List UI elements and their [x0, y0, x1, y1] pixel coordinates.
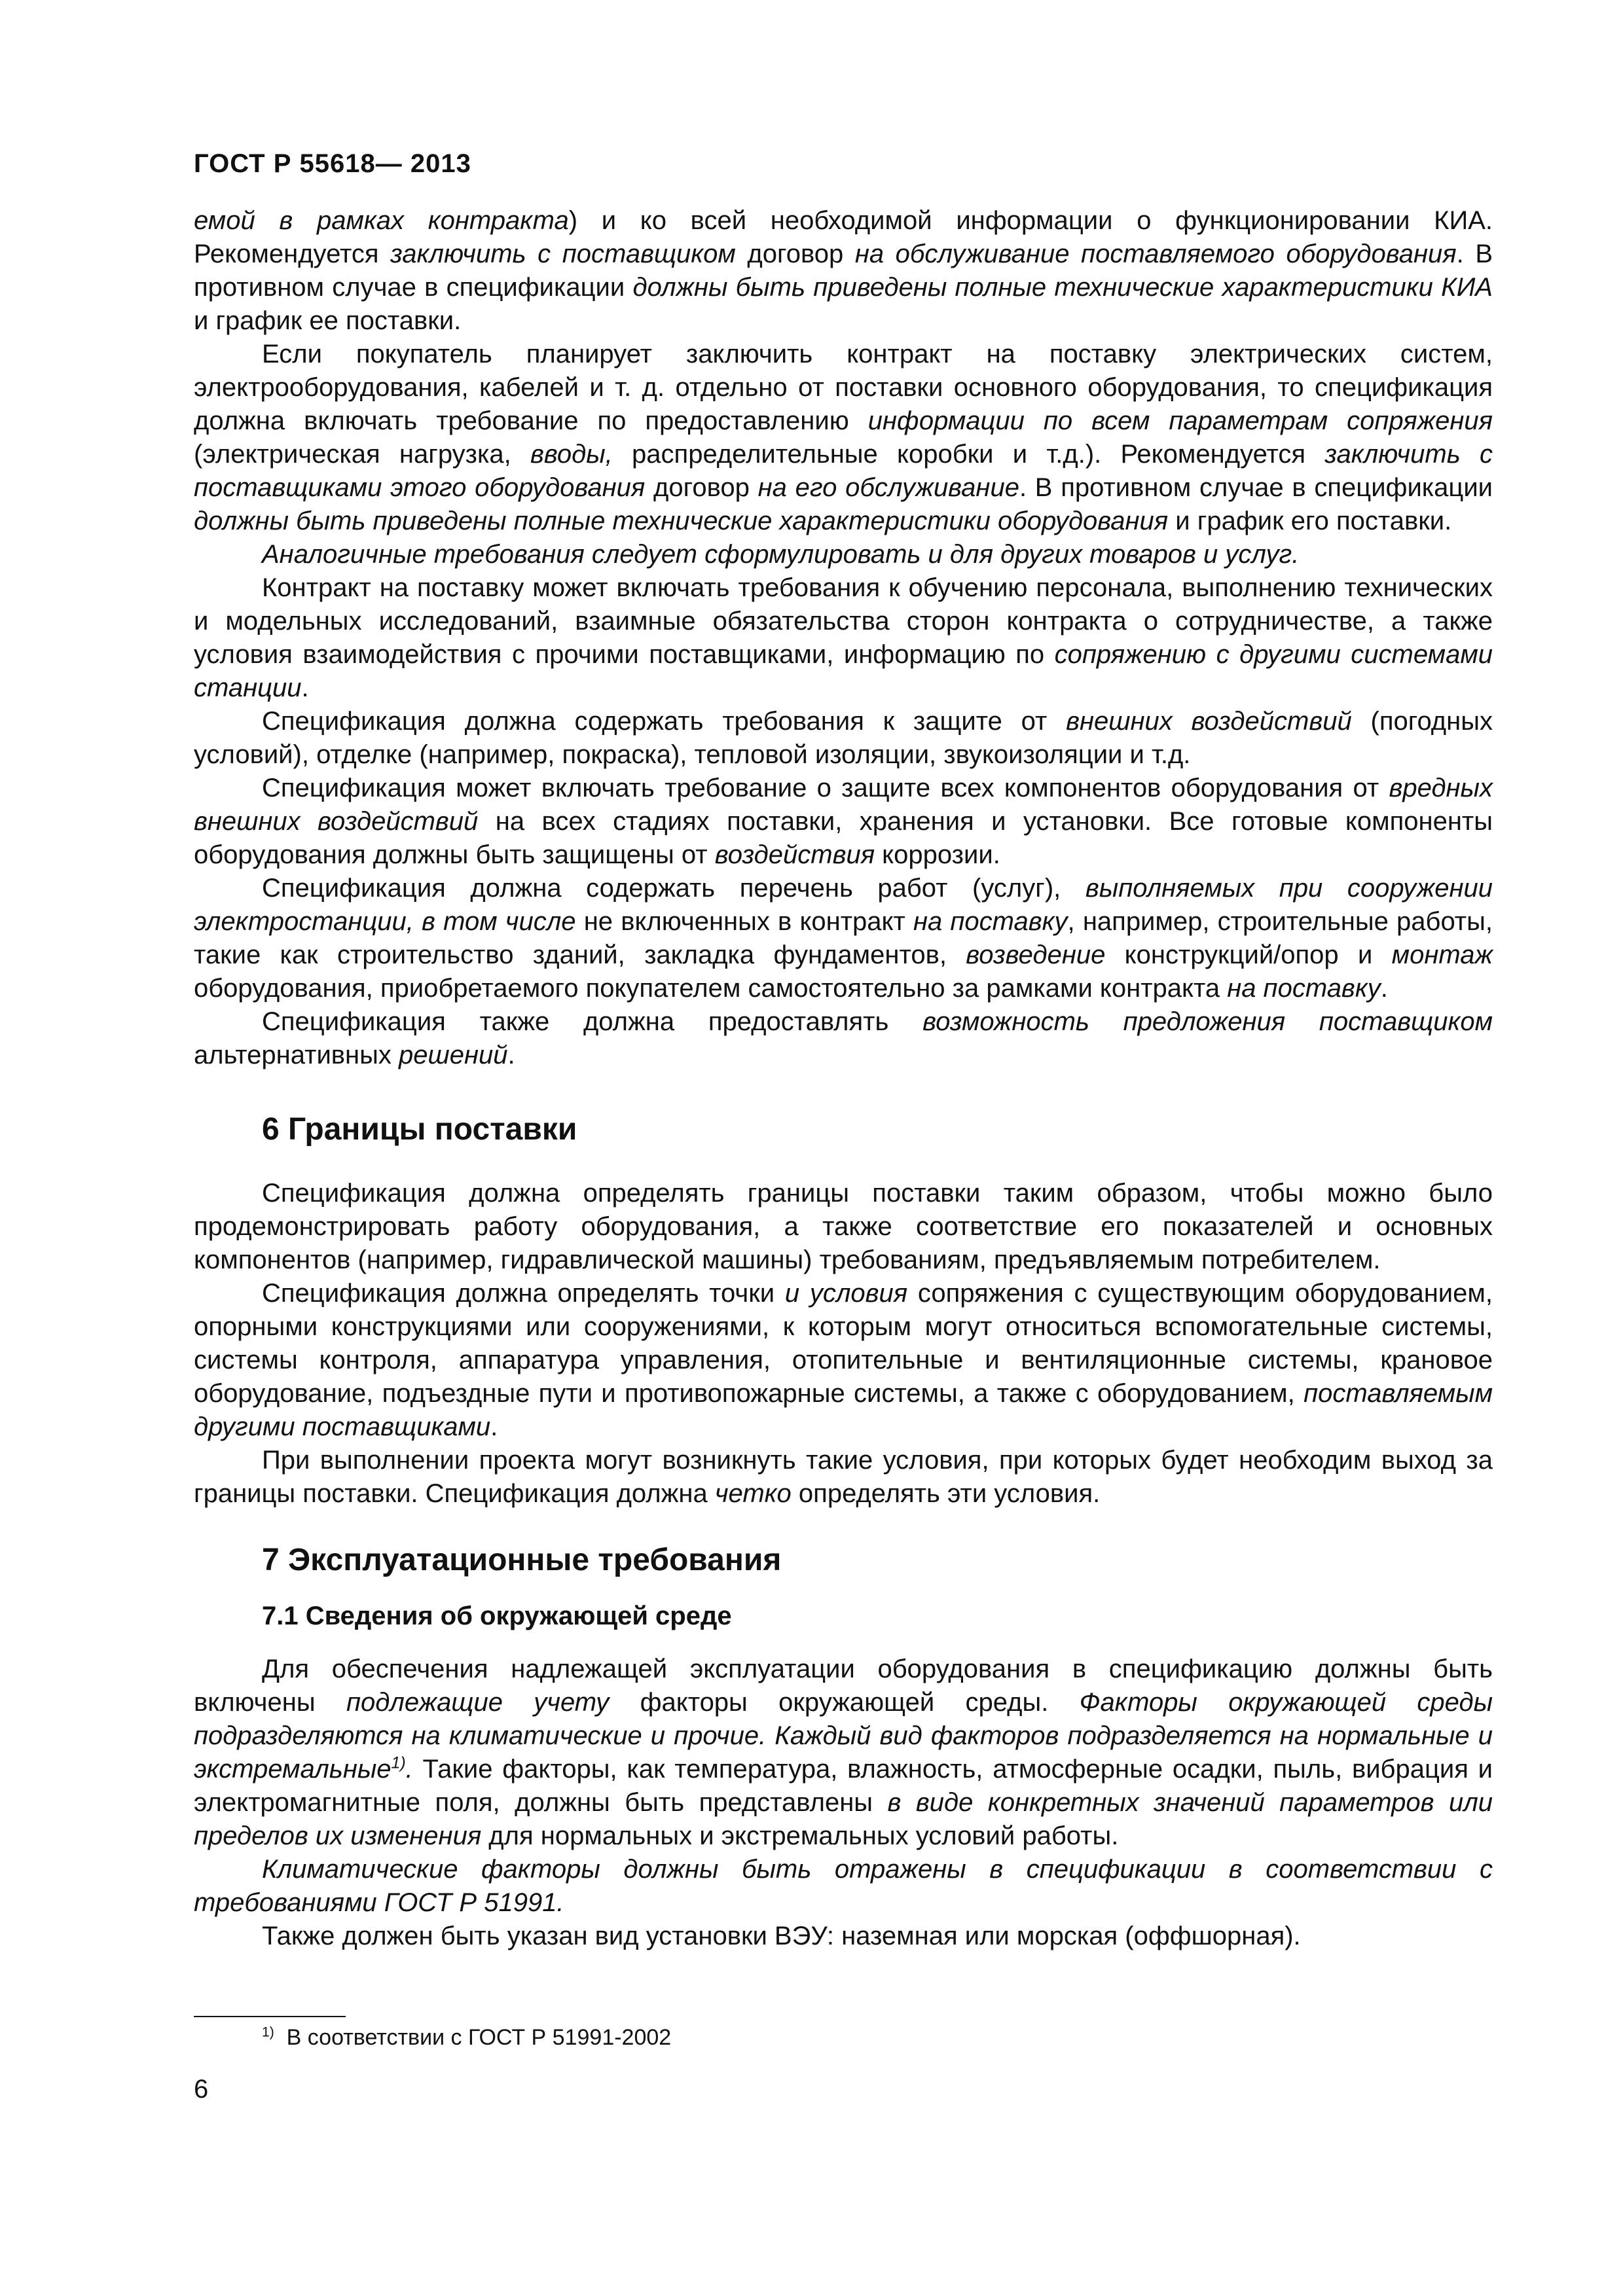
- standard-header: ГОСТ Р 55618— 2013: [194, 149, 471, 178]
- emphasis-text: внешних воздействий: [1066, 707, 1352, 736]
- emphasis-text: поставляемым другими поставщиками: [194, 1379, 1493, 1441]
- emphasis-text: вводы,: [530, 440, 613, 469]
- emphasis-text: воздействия: [714, 840, 875, 869]
- footnote: [262, 2023, 671, 2052]
- paragraph-text: сопряжения с существующим оборудованием, опорными конструкциями или сооружениями, к которым могут относиться вспомогательные системы, системы контроля, аппаратура управления, отопительные и вентиляционные системы, крановое оборудование, подъездные пути и противопожарные системы, а также с оборудованием,: [194, 1279, 1493, 1408]
- paragraph: [194, 772, 1493, 872]
- emphasis-text: заключить с поставщиком: [390, 240, 736, 268]
- paragraph-text: Если покупатель планирует заключить контракт на поставку электрических систем, электрооборудования, кабелей и т. д. отдельно от поставки основного оборудования, то спецификация должна включать требование по предоставлению: [194, 340, 1493, 435]
- emphasis-text: на поставку: [913, 907, 1068, 936]
- paragraph-text: Такие факторы, как температура, влажность, атмосферные осадки, пыль, вибрация и электромагнитные поля, должны быть представлены: [194, 1755, 1493, 1817]
- paragraph-text: конструкций/опор и: [1105, 941, 1392, 969]
- emphasis-text: возможность предложения поставщиком: [922, 1007, 1493, 1036]
- emphasis-text: монтаж: [1391, 941, 1493, 969]
- footnote-divider: [194, 2016, 346, 2017]
- paragraph-text: ) и ко всей необходимой информации о функционировании КИА. Рекомендуется: [194, 206, 1493, 268]
- paragraph-text: .: [507, 1041, 515, 1069]
- paragraph: [194, 1853, 1493, 1920]
- emphasis-text: на его обслуживание: [757, 473, 1019, 502]
- paragraph-text: .: [1380, 974, 1388, 1003]
- emphasis-text: на обслуживание поставляемого оборудования: [854, 240, 1457, 268]
- paragraph: [194, 705, 1493, 772]
- footnote-mark: 1): [262, 2024, 274, 2040]
- paragraph-text: не включенных в контракт: [575, 907, 913, 936]
- paragraph-text: договор: [645, 473, 758, 502]
- paragraph-text: .: [490, 1412, 498, 1441]
- emphasis-text: в виде конкретных значений параметров или пределов их изменения: [194, 1788, 1493, 1850]
- emphasis-text: подлежащие учету: [346, 1688, 610, 1717]
- paragraph-text: факторы окружающей среды.: [609, 1688, 1080, 1717]
- emphasis-text: сопряжению с другими системами станции: [194, 640, 1493, 702]
- emphasis-text: должны быть приведены полные технические характеристики КИА: [632, 273, 1493, 302]
- paragraph-text: и график ее поставки.: [194, 306, 462, 335]
- emphasis-text: емой в рамках контракта: [194, 206, 569, 235]
- paragraph-text: Спецификация также должна предоставлять: [262, 1007, 923, 1036]
- section-heading: 7 Эксплуатационные требования: [262, 1543, 782, 1577]
- emphasis-text: выполняемых при сооружении электростанции, в том числе: [194, 874, 1493, 936]
- paragraph-text: , например, строительные работы, такие как строительство зданий, закладка фундаментов,: [194, 907, 1493, 969]
- paragraph-text: (электрическая нагрузка,: [194, 440, 530, 469]
- document-body: [194, 204, 1493, 1953]
- subsection-heading: 7.1 Сведения об окружающей среде: [262, 1602, 732, 1630]
- emphasis-text: и условия: [784, 1279, 908, 1308]
- emphasis-text: .: [405, 1755, 413, 1784]
- footnote-text: В соответствии с ГОСТ Р 51991-2002: [286, 2025, 672, 2050]
- emphasis-text: информации по всем параметрам сопряжения: [867, 406, 1493, 435]
- paragraph: [194, 204, 1493, 338]
- paragraph-text: . В противном случае в спецификации: [1019, 473, 1493, 502]
- footnote-reference[interactable]: 1): [391, 1754, 406, 1772]
- paragraph-text: договор: [735, 240, 855, 268]
- emphasis-text: вредных внешних воздействий: [194, 774, 1493, 836]
- paragraph-text: оборудования, приобретаемого покупателем самостоятельно за рамками контракта: [194, 974, 1228, 1003]
- emphasis-text: Факторы окружающей среды подразделяются на климатические и прочие. Каждый вид факторов подразделяется на нормальные и экстремальные: [194, 1688, 1493, 1784]
- emphasis-text: решений: [399, 1041, 508, 1069]
- emphasis-text: Климатические факторы должны быть отражены в спецификации в соответствии с требованиями ГОСТ Р 51991.: [194, 1855, 1493, 1917]
- paragraph-text: определять эти условия.: [791, 1479, 1101, 1508]
- paragraph: [194, 571, 1493, 705]
- emphasis-text: возведение: [966, 941, 1106, 969]
- paragraph-text: Спецификация должна определять точки: [262, 1279, 785, 1308]
- paragraph: Спецификация должна определять границы поставки таким образом, чтобы можно было продемонстрировать работу оборудования, а также соответствие его показателей и основных компонентов (например, гидравлической машины) требованиям, предъявляемым потребителем.: [194, 1179, 1493, 1274]
- paragraph: [194, 1653, 1493, 1853]
- emphasis-text: на поставку: [1227, 974, 1381, 1003]
- paragraph-text: и график его поставки.: [1168, 507, 1452, 535]
- emphasis-text: должны быть приведены полные технические характеристики оборудования: [194, 507, 1169, 535]
- paragraph-text: Спецификация может включать требование о защите всех компонентов оборудования от: [262, 774, 1389, 802]
- emphasis-text: Аналогичные требования следует сформулировать и для других товаров и услуг.: [262, 540, 1300, 569]
- paragraph: [194, 872, 1493, 1005]
- paragraph: [194, 1005, 1493, 1072]
- paragraph-text: Для обеспечения надлежащей эксплуатации оборудования в спецификацию должны быть включены: [194, 1655, 1493, 1717]
- paragraph-text: на всех стадиях поставки, хранения и установки. Все готовые компоненты оборудования должны быть защищены от: [194, 807, 1493, 869]
- paragraph-text: При выполнении проекта могут возникнуть такие условия, при которых будет необходим выход за границы поставки. Спецификация должна: [194, 1446, 1493, 1508]
- paragraph-text: Спецификация должна содержать требования к защите от: [262, 707, 1067, 736]
- emphasis-text: четко: [714, 1479, 792, 1508]
- page-number: 6: [194, 2075, 209, 2104]
- paragraph-text: для нормальных и экстремальных условий работы.: [481, 1821, 1119, 1850]
- section-heading: 6 Границы поставки: [262, 1112, 577, 1147]
- paragraph-text: Контракт на поставку может включать требования к обучению персонала, выполнению технических и модельных исследований, взаимные обязательства сторон контракта о сотрудничестве, а также условия взаимодействия с прочими поставщиками, информацию по: [194, 573, 1493, 669]
- paragraph: [194, 538, 1493, 571]
- paragraph-text: коррозии.: [875, 840, 1000, 869]
- paragraph-text: (погодных условий), отделке (например, покраска), тепловой изоляции, звукоизоляции и т.д.: [194, 707, 1493, 769]
- paragraph: Также должен быть указан вид установки ВЭУ: наземная или морская (оффшорная).: [262, 1922, 1301, 1950]
- paragraph-text: .: [301, 673, 309, 702]
- emphasis-text: заключить с поставщиками этого оборудования: [194, 440, 1493, 502]
- paragraph: [194, 338, 1493, 538]
- paragraph-text: распределительные коробки и т.д.). Рекомендуется: [612, 440, 1325, 469]
- paragraph-text: . В противном случае в спецификации: [194, 240, 1493, 302]
- paragraph-text: Спецификация должна содержать перечень работ (услуг),: [262, 874, 1085, 903]
- paragraph: [194, 1444, 1493, 1511]
- paragraph-text: альтернативных: [194, 1041, 399, 1069]
- paragraph: [194, 1277, 1493, 1444]
